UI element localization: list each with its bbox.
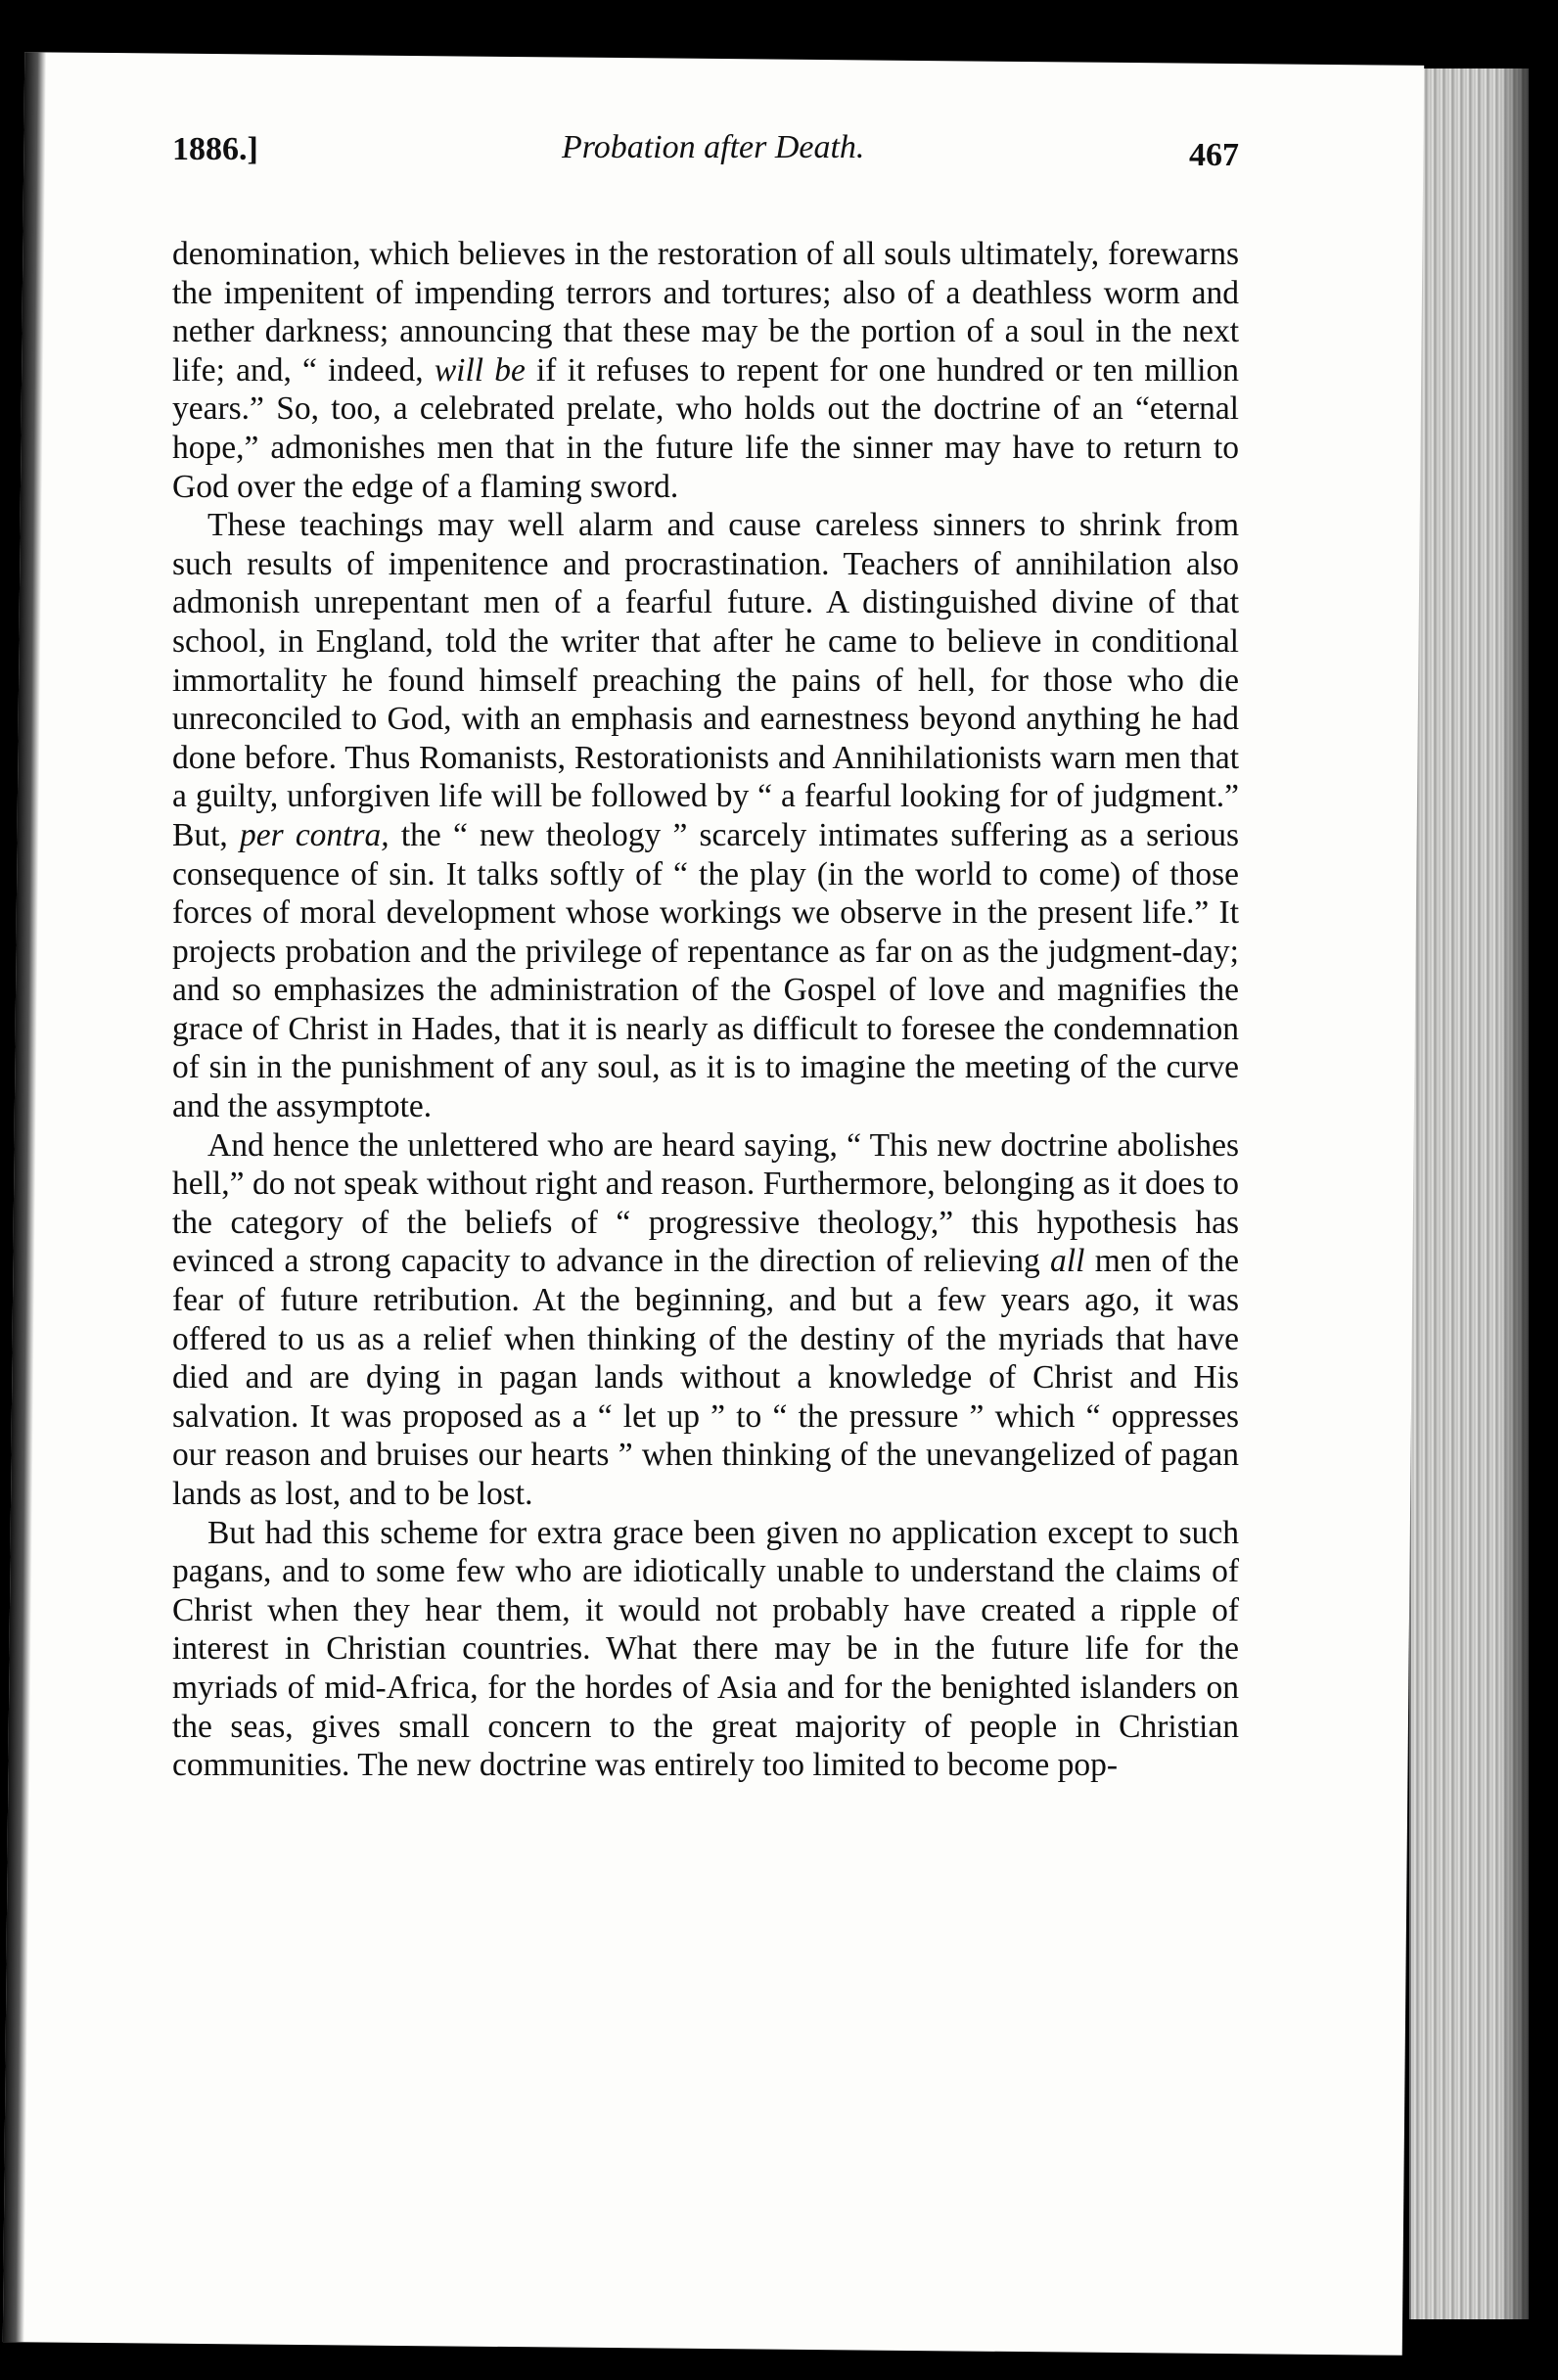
running-title: Probation after Death. — [562, 129, 865, 165]
running-header — [172, 125, 1239, 184]
paragraph — [172, 1514, 1239, 1785]
italic-run: per contra, — [239, 816, 390, 853]
text-run: the “ new theology ” scarcely intimates suffering as a serious consequence of sin. It talks softly of “ the play (in the world to come) of those forces of moral development whose workings we observe in the present life.” It projects probation and the privilege of repentance as far on as the judgment-day; and so emphasizes the administration of the Gospel of love and magnifies the grace of Christ in Hades, that it is nearly as difficult to foresee the condemnation of sin in the punishment of any soul, as it is to imagine the meeting of the curve and the assymptote. — [172, 816, 1239, 1125]
text-run: denomination, which believes in the restoration of all souls ultimately, forewarns the impenitent of impending terrors and tortures; also of a deathless worm and nether darkness; announcing that these may be the portion of a soul in the next life; and, “ indeed, — [172, 236, 1239, 389]
paragraph — [172, 1126, 1239, 1514]
body-text — [172, 235, 1239, 1785]
paragraph — [172, 235, 1239, 506]
text-run: And hence the unlettered who are heard saying, “ This new doctrine abolishes hell,” do not speak without right and reason. Furthermore, belonging as it does to the category of the beliefs of “ progressive theology,” this hypothesis has evinced a strong capacity to advance in the direction of relieving — [172, 1126, 1239, 1280]
italic-run: all — [1050, 1243, 1085, 1280]
text-run: But had this scheme for extra grace been given no application except to such pagans, and to some few who are idiotically unable to understand the claims of Christ when they hear them, it would not probably have created a ripple of interest in Christian countries. What there may be in the future life for the myriads of mid-Africa, for the hordes of Asia and for the benighted islanders on the seas, gives small concern to the great majority of people in Christian communities. The new doctrine was entirely too limited to become pop- — [172, 1514, 1239, 1784]
gutter-shadow — [3, 52, 46, 2342]
text-run: men of the fear of future retribution. At the beginning, and but a few years ago, it was offered to us as a relief when thinking of the destiny of the myriads that have died and are dying in pagan lands without a knowledge of Christ and His salvation. It was proposed as a “ let up ” to “ the pressure ” which “ oppresses our reason and bruises our hearts ” when thinking of the unevangelized of pagan lands as lost, and to be lost. — [172, 1243, 1239, 1512]
page-block-edges — [1409, 69, 1529, 2319]
page-number: 467 — [1189, 137, 1239, 173]
text-run: if it refuses to repent for one hundred or ten million years.” So, too, a celebrated prelate, who holds out the doctrine of an “eternal hope,” admonishes men that in the future life the sinner may have to return to God over the edge of a flaming sword. — [172, 351, 1239, 505]
text-run: These teachings may well alarm and cause careless sinners to shrink from such results of impenitence and procrastination. Teachers of annihilation also admonish unrepentant men of a fearful future. A distinguished divine of that school, in England, told the writer that after he came to believe in conditional immortality he found himself preaching the pains of hell, for those who die unreconciled to God, with an emphasis and earnestness beyond anything he had done before. Thus Romanists, Restorationists and Annihilationists warn men that a guilty, unforgiven life will be followed by “ a fearful looking for of judgment.” But, — [172, 507, 1239, 853]
italic-run: will be — [434, 351, 526, 389]
header-year: 1886.] — [172, 131, 258, 167]
paragraph — [172, 506, 1239, 1126]
